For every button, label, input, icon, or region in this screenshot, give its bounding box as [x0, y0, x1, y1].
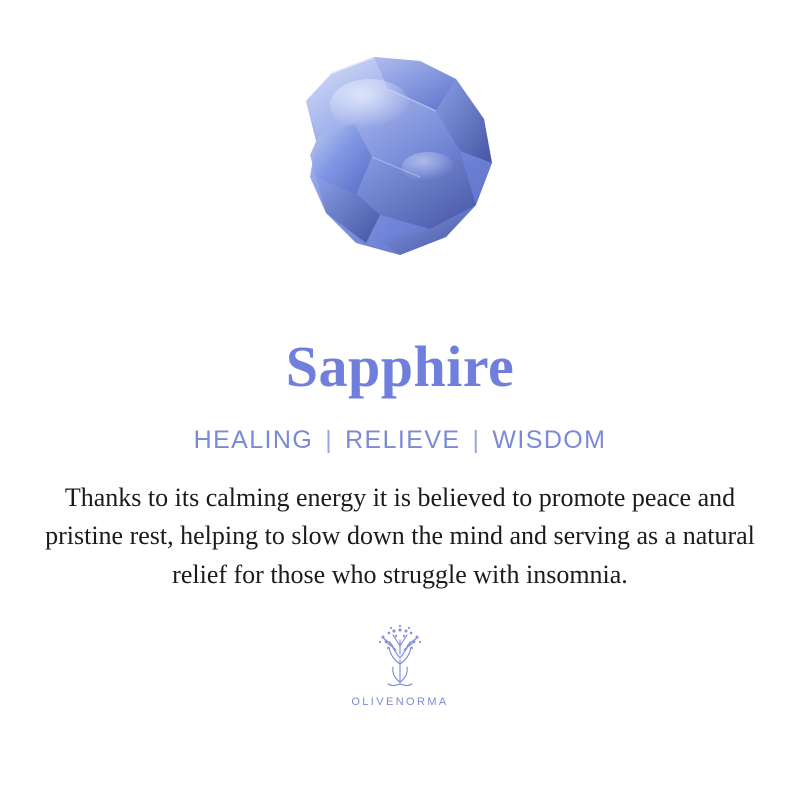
sapphire-rough-stone-icon: [270, 45, 530, 275]
keyword-wisdom: WISDOM: [492, 426, 607, 454]
keyword-healing: HEALING: [193, 426, 314, 454]
description-text: Thanks to its calming energy it is believed to promote peace and pristine rest, helping to slow down the mind and serving as a natural relief for those who struggle with insomnia.: [45, 483, 755, 589]
gemstone-image-container: [0, 0, 800, 320]
keyword-separator-2: |: [472, 426, 481, 454]
page-title: Sapphire: [285, 334, 515, 399]
tree-of-life-icon: [363, 620, 437, 694]
keyword-relieve: RELIEVE: [345, 426, 461, 454]
brand-logo: [351, 620, 448, 708]
keyword-separator-1: |: [325, 426, 334, 454]
keyword-list: [194, 426, 607, 455]
brand-name: OLIVENORMA: [351, 696, 449, 709]
